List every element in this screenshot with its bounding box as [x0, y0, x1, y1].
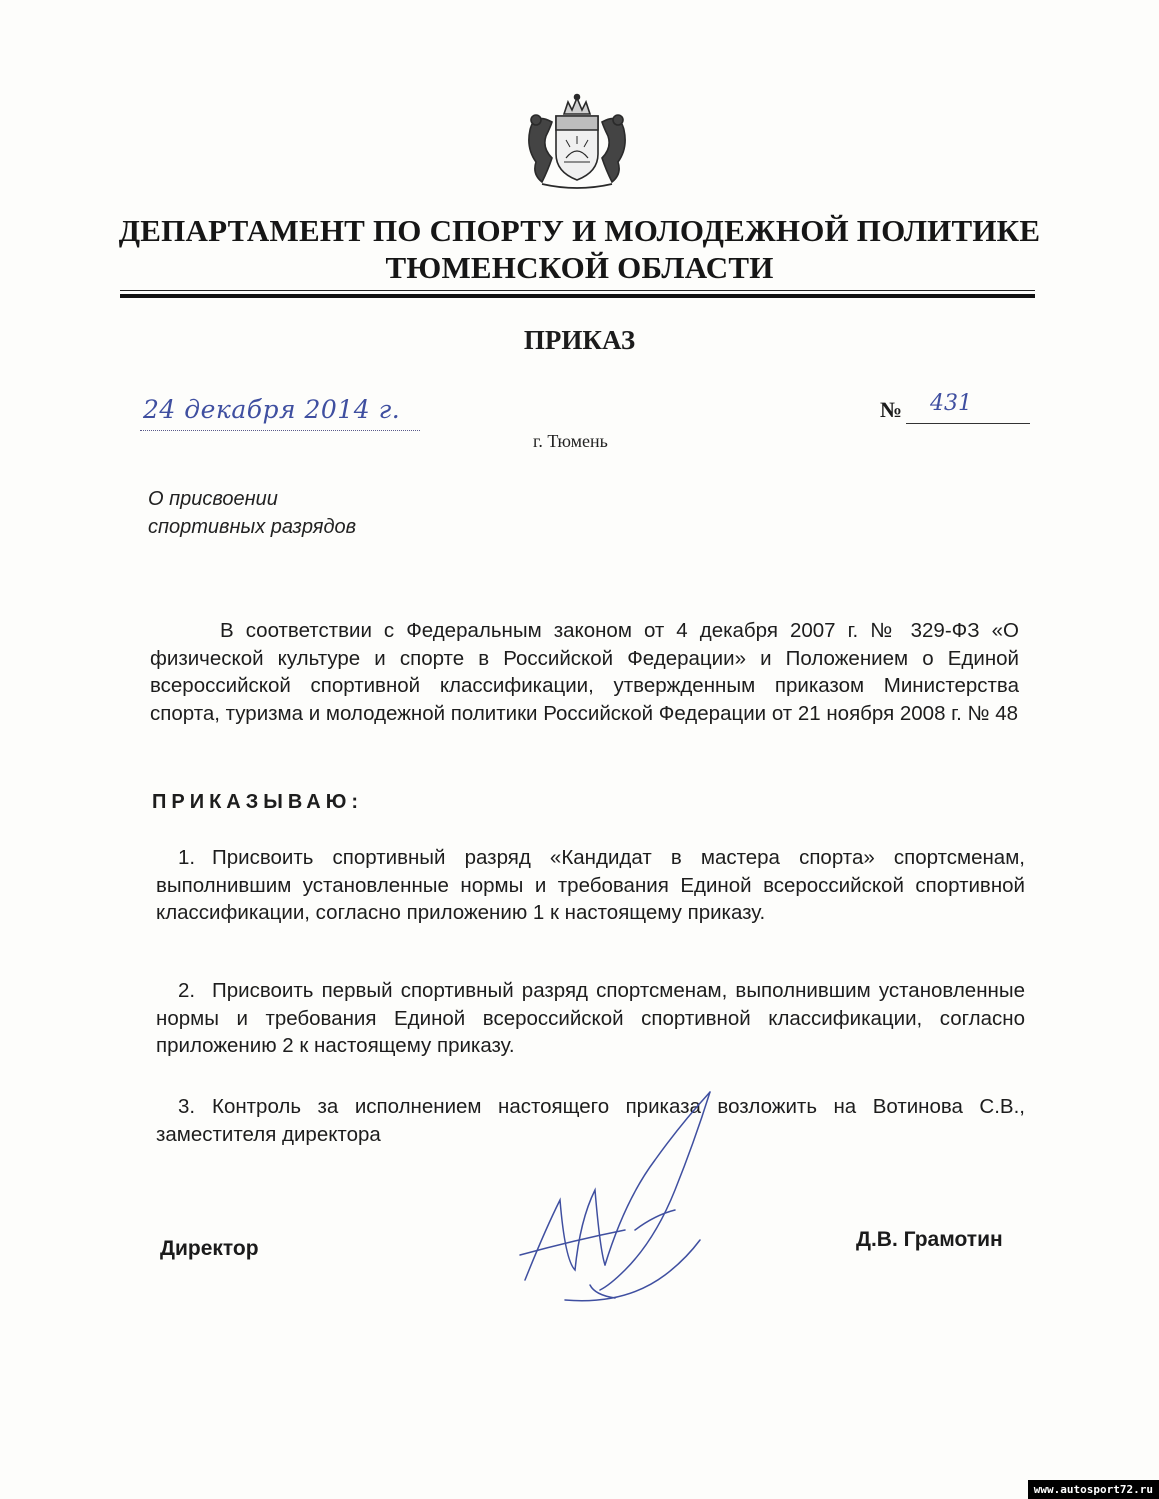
header-divider-thick [120, 294, 1035, 298]
signatory-name: Д.В. Грамотин [856, 1228, 1003, 1251]
signatory-title: Директор [160, 1237, 259, 1260]
order-item-text: Присвоить спортивный разряд «Кандидат в мастера спорта» спортсменам, выполнившим установленные нормы и требования Единой всероссийской спортивной классификации, согласно приложению 1 к настоящему приказу. [156, 846, 1025, 924]
footer-watermark-url: www.autosport72.ru [1028, 1480, 1159, 1499]
order-title: ПРИКАЗ [523, 325, 636, 355]
coat-of-arms-icon [512, 92, 642, 192]
order-number-value: 431 [930, 391, 972, 416]
handwritten-date: 24 декабря 2014 г. [143, 395, 401, 424]
order-item [156, 977, 1025, 1060]
order-subject [148, 485, 356, 541]
city-name: г. Тюмень [533, 431, 608, 451]
department-name-line1: ДЕПАРТАМЕНТ ПО СПОРТУ И МОЛОДЕЖНОЙ ПОЛИТИКЕ [118, 213, 1041, 248]
order-item-text: Присвоить первый спортивный разряд спортсменам, выполнившим установленные нормы и требования Единой всероссийской спортивной классификации, согласно приложению 2 к настоящему приказу. [156, 979, 1025, 1057]
order-item-number: 3. [178, 1095, 196, 1118]
orders-heading: ПРИКАЗЫВАЮ: [152, 791, 364, 813]
date-underline [140, 430, 420, 431]
order-item-text: Контроль за исполнением настоящего приказа возложить на Вотинова С.В., заместителя директора [156, 1095, 1025, 1146]
subject-line2: спортивных разрядов [148, 516, 357, 538]
order-number-label: № [880, 397, 903, 422]
department-name-line2: ТЮМЕНСКОЙ ОБЛАСТИ [385, 250, 774, 285]
preamble-paragraph: В соответствии с Федеральным законом от 4 декабря 2007 г. № 329-ФЗ «О физической культуре и спорте в Российской Федерации» и Положением о Единой всероссийской спортивной классификации, утвержденным приказом Министерства спорта, туризма и молодежной политики Российской Федерации от 21 ноября 2008 г. № 48 [150, 619, 1019, 725]
order-item [156, 844, 1025, 927]
order-item-number: 1. [178, 846, 196, 869]
header-divider-thin [120, 290, 1035, 291]
order-number-underline [906, 423, 1030, 424]
handwritten-signature-icon [505, 1080, 745, 1320]
subject-line1: О присвоении [148, 488, 278, 510]
order-item-number: 2. [178, 979, 196, 1002]
